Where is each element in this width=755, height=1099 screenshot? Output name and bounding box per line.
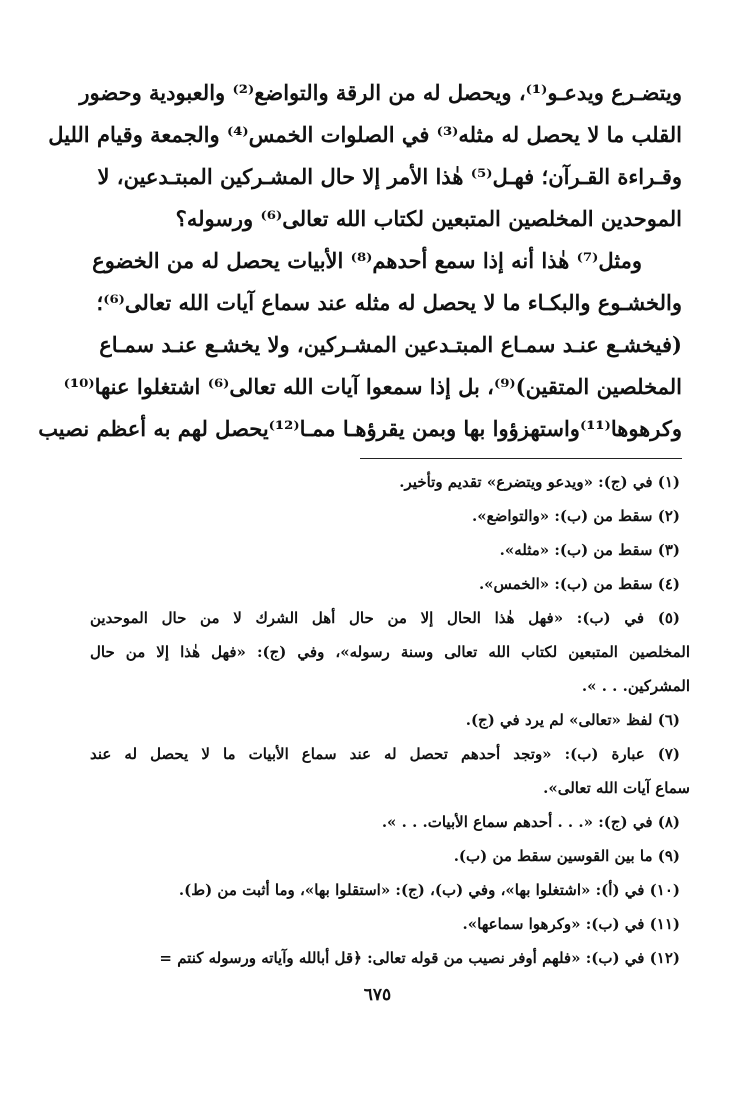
main-text-block [38, 72, 682, 450]
main-text-line: القلب ما لا يحصل له مثله⁽³⁾ في الصلوات الخمس⁽⁴⁾ والجمعة وقيام الليل [48, 122, 682, 147]
main-text-line: الموحدين المخلصين المتبعين لكتاب الله تعالى⁽⁶⁾ ورسوله؟ [175, 206, 682, 231]
footnote-line: (١٢) في (ب): «فلهم أوفر نصيب من قوله تعالى: ﴿قل أبالله وآياته ورسوله كنتم = [159, 949, 680, 967]
footnote-line: (١) في (ج): «ويدعو ويتضرع» تقديم وتأخير. [399, 473, 680, 491]
footnote-line: سماع آيات الله تعالى». [543, 779, 690, 797]
footnote-line: (٢) سقط من (ب): «والتواضع». [472, 507, 680, 525]
footnote-line: (٣) سقط من (ب): «مثله». [499, 541, 680, 559]
footnote-line: (٧) عبارة (ب): «وتجد أحدهم تحصل له عند سماع الأبيات ما لا يحصل له عند [90, 745, 680, 763]
footnote-line: (١١) في (ب): «وكرهوا سماعها». [462, 915, 680, 933]
footnote-separator [360, 458, 682, 459]
footnotes-block [90, 465, 690, 975]
footnote-line: (٥) في (ب): «فهل هٰذا الحال إلا من حال أهل الشرك لا من حال الموحدين [90, 609, 680, 627]
footnote-line: (٤) سقط من (ب): «الخمس». [478, 575, 680, 593]
main-text-line: (فيخشـع عنـد سمـاع المبتـدعين المشـركين، ولا يخشـع عنـد سمـاع [99, 332, 682, 357]
main-text-line: المخلصين المتقين)⁽⁹⁾، بل إذا سمعوا آيات الله تعالى⁽⁶⁾ اشتغلوا عنها⁽¹⁰⁾ [63, 374, 682, 399]
footnote-line: (٨) في (ج): «. . . أحدهم سماع الأبيات. . . ». [381, 813, 680, 831]
footnote-line: (١٠) في (أ): «اشتغلوا بها»، وفي (ب)، (ج): «استقلوا بها»، وما أثبت من (ط). [178, 881, 680, 899]
main-text-line: ويتضـرع ويدعـو⁽¹⁾، ويحصل له من الرقة والتواضع⁽²⁾ والعبودية وحضور [79, 80, 682, 105]
footnote-line: المشركين. . . ». [581, 677, 690, 695]
footnote-line: (٩) ما بين القوسين سقط من (ب). [453, 847, 680, 865]
main-text-line: وقـراءة القـرآن؛ فهـل⁽⁵⁾ هٰذا الأمر إلا حال المشـركين المبتـدعين، لا [97, 164, 682, 189]
main-text-line: ومثل⁽⁷⁾ هٰذا أنه إذا سمع أحدهم⁽⁸⁾ الأبيات يحصل له من الخضوع [92, 248, 642, 273]
page-number: ٦٧٥ [363, 985, 392, 1005]
footnote-line: المخلصين المتبعين لكتاب الله تعالى وسنة رسوله»، وفي (ج): «فهل هٰذا إلا من حال [90, 643, 690, 661]
main-text-line: والخشـوع والبكـاء ما لا يحصل له مثله عند سماع آيات الله تعالى⁽⁶⁾؛ [96, 290, 682, 315]
footnote-line: (٦) لفظ «تعالى» لم يرد في (ج). [465, 711, 680, 729]
main-text-line: وكرهوها⁽¹¹⁾واستهزؤوا بها وبمن يقرؤهـا ممـا⁽¹²⁾يحصل لهم به أعظم نصيب [38, 416, 682, 441]
